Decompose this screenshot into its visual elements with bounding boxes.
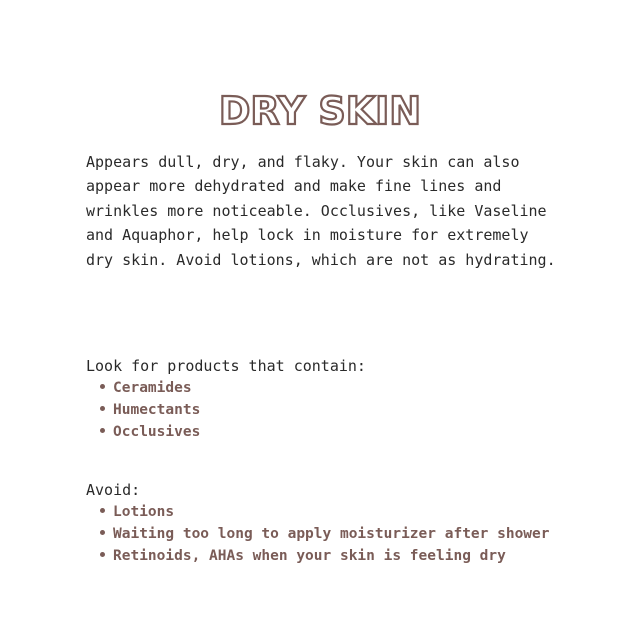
list-item [100,523,550,545]
look-for-list [100,377,200,443]
bullet-icon [100,428,105,433]
list-item [100,421,200,443]
list-item [100,501,550,523]
avoid-label: Avoid: [86,481,141,499]
list-item-label: Waiting too long to apply moisturizer after shower [113,526,550,542]
intro-paragraph: Appears dull, dry, and flaky. Your skin can also appear more dehydrated and make fine lines and wrinkles more noticeable. Occlusives, like Vaseline and Aquaphor, help lock in moisture for extremely dry skin. Avoid lotions, which are not as hydrating. [86,153,556,269]
avoid-list [100,501,550,567]
bullet-icon [100,530,105,535]
list-item-label: Humectants [113,402,201,418]
page-title: DRY SKIN [218,89,422,134]
list-item-label: Ceramides [113,380,192,396]
list-item-label: Lotions [113,504,175,520]
look-for-label: Look for products that contain: [86,357,366,375]
bullet-icon [100,552,105,557]
list-item-label: Occlusives [113,424,201,440]
list-item [100,545,550,567]
bullet-icon [100,508,105,513]
list-item-label: Retinoids, AHAs when your skin is feeling dry [113,548,506,564]
bullet-icon [100,384,105,389]
bullet-icon [100,406,105,411]
list-item [100,377,200,399]
list-item [100,399,200,421]
